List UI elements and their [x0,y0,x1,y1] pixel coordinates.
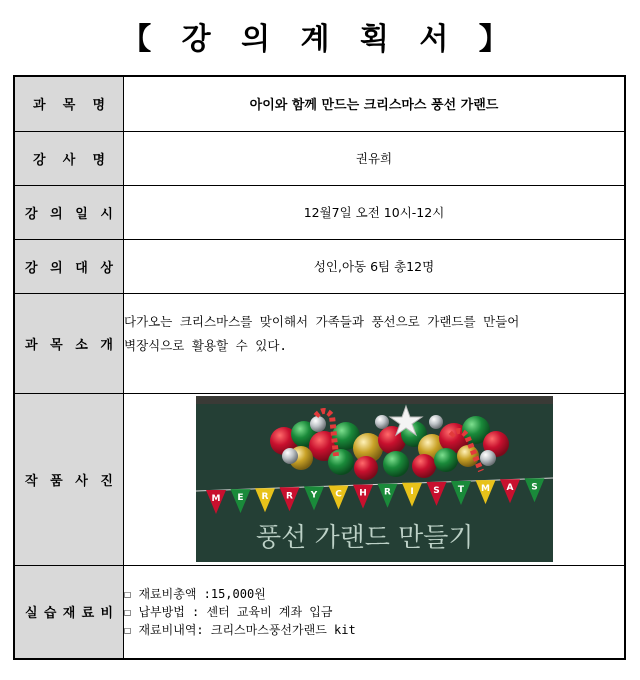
label-char: 품 [50,473,63,489]
fee-payment-method: ☐ 납부방법 : 센터 교육비 계좌 입금 [124,604,333,619]
label-char: 사 [62,152,76,168]
pennant-letter: R [285,491,293,502]
label-char: 비 [100,606,113,622]
balloon [434,448,458,472]
balloon [457,445,479,467]
pennant-letter: I [409,486,414,497]
balloon [412,454,436,478]
label-char: 의 [50,260,63,276]
label-audience [14,239,124,293]
lecture-audience: 성인,아동 6팀 총12명 [124,239,626,293]
row-audience [14,239,625,293]
balloon [429,415,443,429]
fee-total: ☐ 재료비총액 :15,000원 [124,586,266,601]
pennant-letter: R [383,487,391,498]
label-char: 습 [43,606,57,622]
row-instructor [14,131,625,185]
label-course [14,76,124,131]
label-fees [14,565,124,659]
label-char: 목 [62,98,76,114]
artwork-photo [196,396,553,562]
row-datetime [14,185,625,239]
label-char: 명 [92,98,105,114]
label-char: 상 [100,260,113,276]
intro-line: 다가오는 크리스마스를 맞이해서 가족들과 풍선으로 가랜드를 만들어 [124,314,520,329]
label-char: 목 [50,337,63,353]
lecture-datetime: 12월7일 오전 10시-12시 [124,185,626,239]
label-char: 과 [33,98,46,114]
lecture-plan-table [13,75,626,660]
document-title: 【 강 의 계 획 서 】 [121,22,519,57]
label-instructor [14,131,124,185]
pennant-letter: E [236,493,244,504]
pennant-letter: T [457,485,464,495]
balloon [375,415,389,429]
pennant-letter: M [211,494,220,504]
label-intro [14,293,124,393]
course-name: 아이와 함께 만드는 크리스마스 풍선 가랜드 [124,76,626,131]
pennant-letter: M [480,484,490,495]
label-char: 재 [62,606,76,622]
balloon [480,450,496,466]
label-char: 진 [100,473,113,489]
label-char: 의 [50,206,63,222]
balloon-garland-image [196,396,553,562]
pennant-letter: S [530,482,538,493]
label-datetime [14,185,124,239]
label-char: 개 [100,337,113,353]
balloon [328,449,354,475]
material-fee-list [124,565,626,659]
label-char: 강 [25,260,38,276]
label-char: 강 [25,206,38,222]
row-course [14,76,625,131]
row-intro [14,293,625,393]
pennant-letter: A [506,483,513,494]
row-fees [14,565,625,659]
label-char: 강 [33,152,46,168]
fee-details: ☐ 재료비내역: 크리스마스풍선가랜드 kit [124,622,356,637]
row-photo [14,393,625,565]
pennant-letter: S [432,485,440,496]
pennant-letter: H [358,488,367,499]
label-char: 명 [92,152,105,168]
pennant-letter: R [261,492,268,503]
label-photo [14,393,124,565]
label-char: 시 [100,206,113,222]
balloon [383,451,409,477]
balloon [354,456,378,480]
label-char: 사 [75,473,88,489]
course-intro [124,293,626,393]
balloon [310,416,326,432]
balloon [282,448,298,464]
label-char: 과 [25,337,38,353]
label-char: 일 [75,206,88,222]
photo-cell [124,393,626,565]
intro-line: 벽장식으로 활용할 수 있다. [124,338,287,353]
pennant-letter: C [334,489,342,500]
label-char: 실 [25,606,38,622]
chalk-text: 풍선 가랜드 만들기 [255,523,473,553]
pennant-letter: Y [310,490,317,501]
label-char: 작 [25,473,38,489]
instructor-name: 권유희 [124,131,626,185]
label-char: 대 [75,260,88,276]
label-char: 료 [81,606,95,622]
label-char: 소 [75,337,88,353]
